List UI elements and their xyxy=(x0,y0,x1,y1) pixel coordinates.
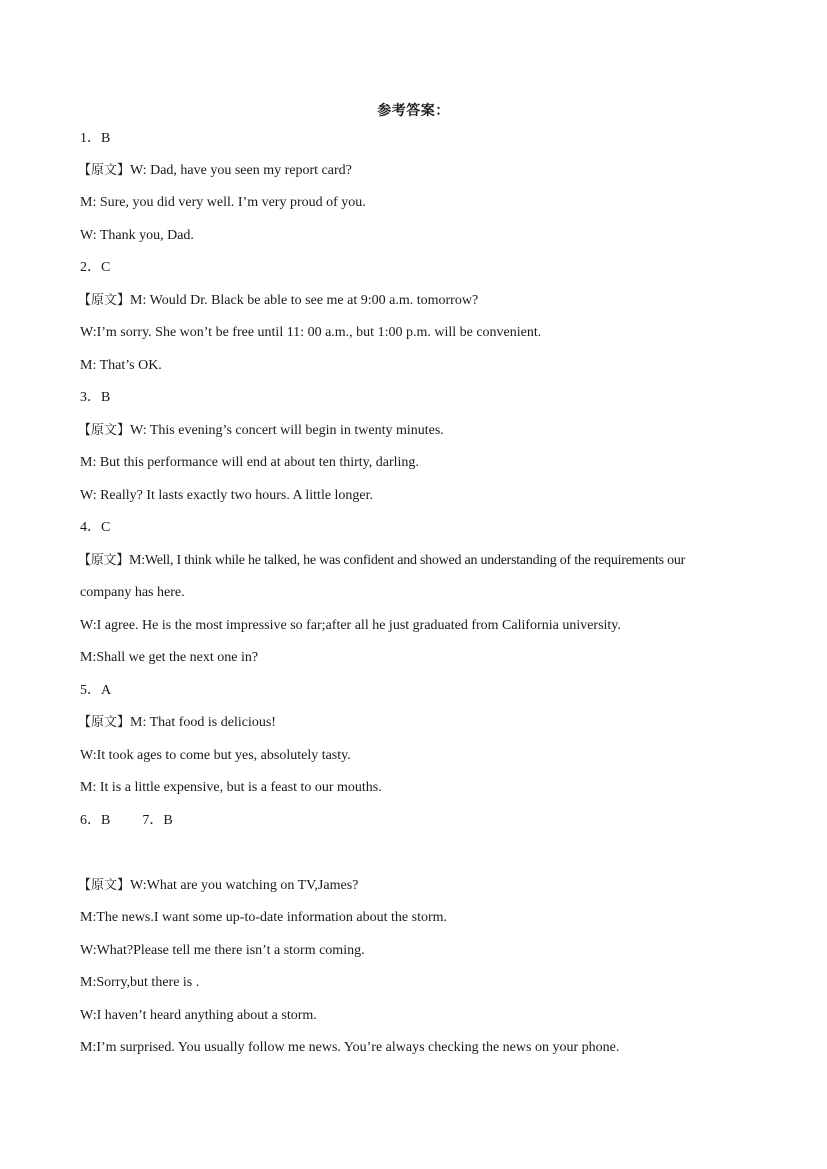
transcript-6-7-line-2: M:The news.I want some up-to-date information about the storm. xyxy=(80,910,448,925)
transcript-text: M:Well, I think while he talked, he was confident and showed an understanding of the requirements our xyxy=(129,553,686,568)
transcript-tag: 【原文】 xyxy=(78,293,131,308)
answer-6: 6．B xyxy=(80,813,111,828)
transcript-text: W:What are you watching on TV,James? xyxy=(130,878,359,893)
transcript-6-7-line-4: M:Sorry,but there is . xyxy=(80,975,200,990)
answers-6-7 xyxy=(80,811,173,831)
transcript-text: M: That food is delicious! xyxy=(130,715,276,730)
transcript-3-line-1 xyxy=(80,421,444,441)
transcript-1-line-2: M: Sure, you did very well. I’m very proud of you. xyxy=(80,195,366,210)
page-title: 参考答案： xyxy=(377,103,450,119)
transcript-text: W: Dad, have you seen my report card? xyxy=(130,163,352,178)
transcript-3-line-3: W: Really? It lasts exactly two hours. A little longer. xyxy=(80,488,374,503)
transcript-6-7-line-1 xyxy=(80,876,358,896)
transcript-6-7-line-6: M:I’m surprised. You usually follow me news. You’re always checking the news on your phone. xyxy=(80,1040,620,1055)
transcript-3-line-2: M: But this performance will end at about ten thirty, darling. xyxy=(80,455,419,470)
transcript-4-line-1 xyxy=(80,551,685,571)
answer-2: 2．C xyxy=(80,260,111,275)
transcript-1-line-1 xyxy=(80,161,352,181)
transcript-tag: 【原文】 xyxy=(78,553,130,568)
transcript-6-7-line-3: W:What?Please tell me there isn’t a storm coming. xyxy=(80,943,365,958)
transcript-text: W: This evening’s concert will begin in twenty minutes. xyxy=(130,423,444,438)
transcript-tag: 【原文】 xyxy=(78,163,131,178)
transcript-6-7-line-5: W:I haven’t heard anything about a storm. xyxy=(80,1008,317,1023)
transcript-5-line-2: W:It took ages to come but yes, absolutely tasty. xyxy=(80,748,351,763)
answer-1: 1．B xyxy=(80,131,111,146)
transcript-text: M: Would Dr. Black be able to see me at 9:00 a.m. tomorrow? xyxy=(130,293,479,308)
transcript-4-line-1-cont: company has here. xyxy=(80,585,185,600)
transcript-2-line-2: W:I’m sorry. She won’t be free until 11: 00 a.m., but 1:00 p.m. will be convenient. xyxy=(80,325,542,340)
answer-7: 7．B xyxy=(142,813,173,828)
transcript-4-line-3: M:Shall we get the next one in? xyxy=(80,650,259,665)
transcript-tag: 【原文】 xyxy=(78,715,131,730)
transcript-1-line-3: W: Thank you, Dad. xyxy=(80,228,194,243)
answer-4: 4．C xyxy=(80,520,111,535)
transcript-2-line-3: M: That’s OK. xyxy=(80,358,162,373)
answer-5: 5．A xyxy=(80,683,112,698)
transcript-2-line-1 xyxy=(80,291,478,311)
answer-3: 3．B xyxy=(80,390,111,405)
transcript-4-line-2: W:I agree. He is the most impressive so far;after all he just graduated from California university. xyxy=(80,618,621,633)
transcript-5-line-1 xyxy=(80,713,276,733)
transcript-tag: 【原文】 xyxy=(78,878,131,893)
transcript-tag: 【原文】 xyxy=(78,423,131,438)
transcript-5-line-3: M: It is a little expensive, but is a feast to our mouths. xyxy=(80,780,382,795)
